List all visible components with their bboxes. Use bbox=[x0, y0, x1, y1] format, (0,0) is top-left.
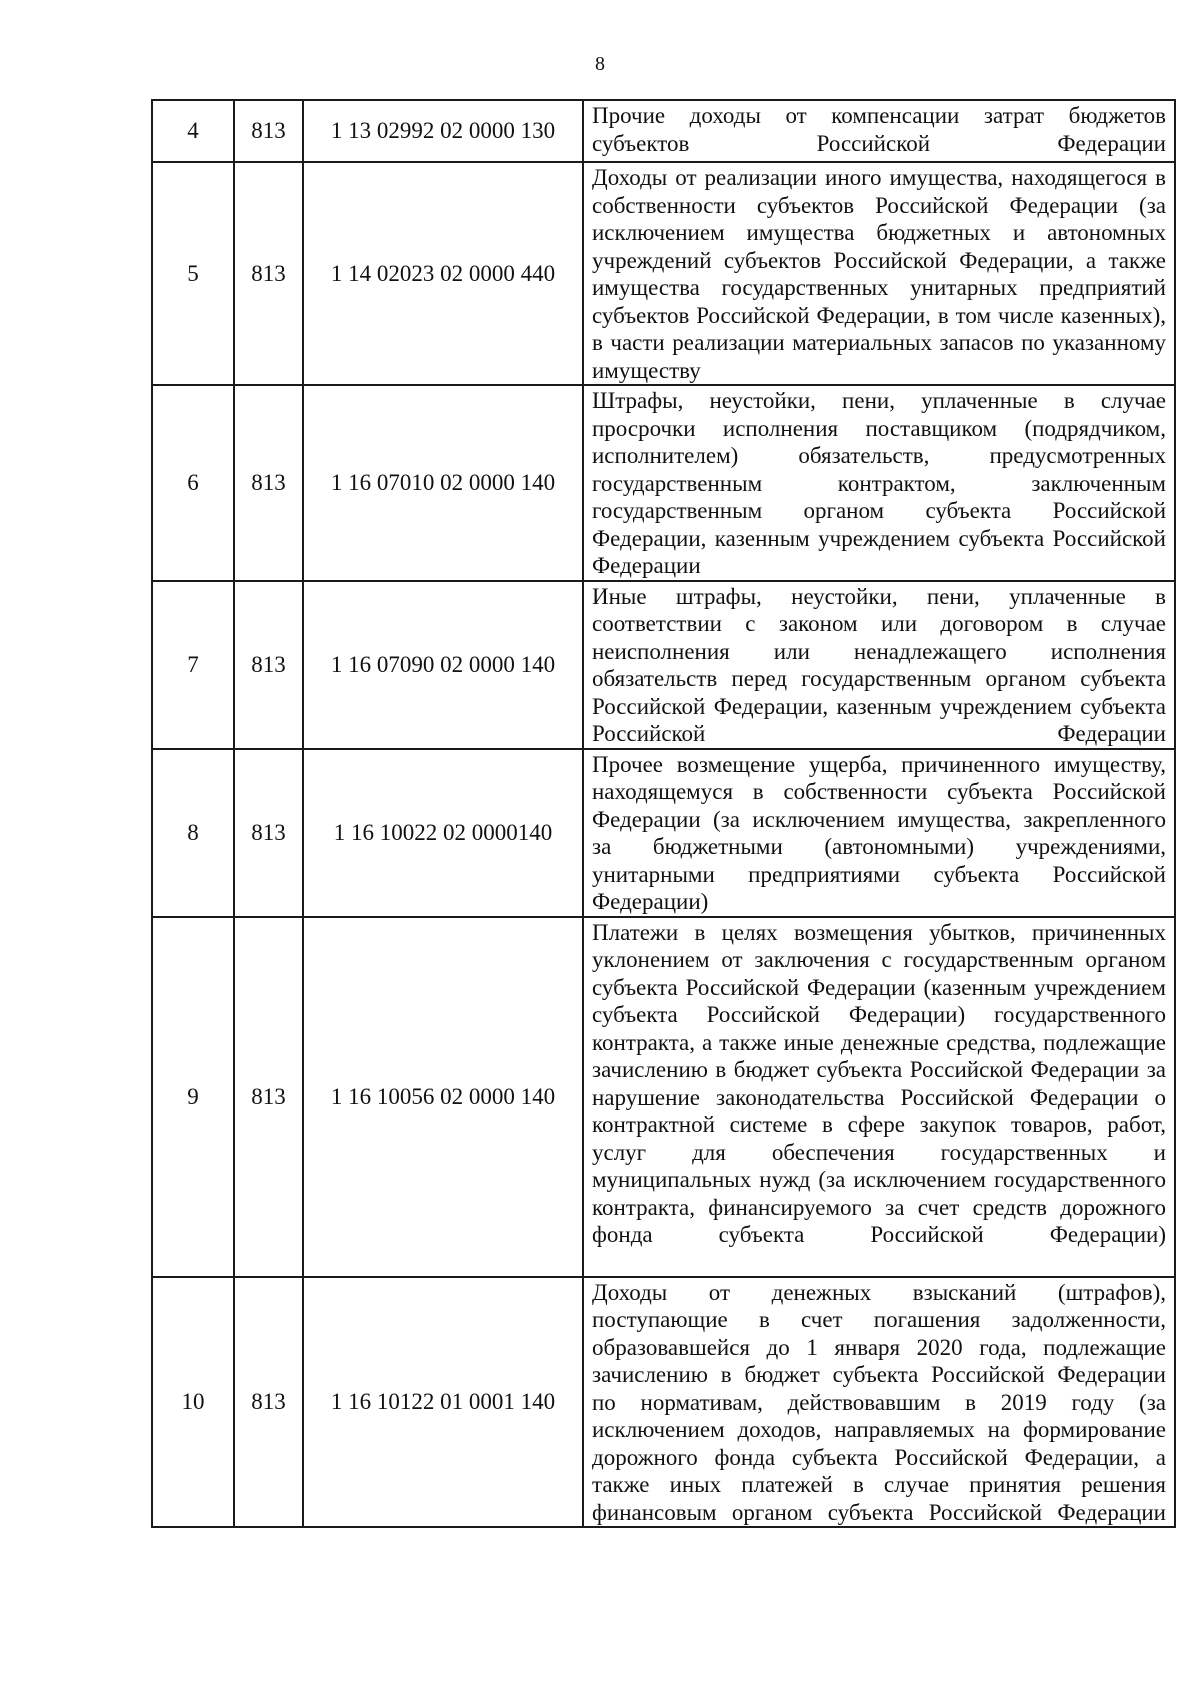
income-description-text: Доходы от реализации иного имущества, находящегося в собственности субъектов Российской Федерации (за исключением имущества бюджетных и автономных учреждений субъектов Российской Федерации, а также имущества государственных унитарных предприятий субъектов Российской Федерации, в том числе казенных), в части реализации материальных запасов по указанному имуществу bbox=[592, 165, 1166, 383]
table-row bbox=[152, 581, 1175, 749]
administrator-code: 813 bbox=[234, 385, 303, 581]
revenue-codes-table bbox=[151, 99, 1176, 1528]
row-number: 6 bbox=[152, 385, 234, 581]
administrator-code: 813 bbox=[234, 162, 303, 385]
row-number: 9 bbox=[152, 917, 234, 1277]
administrator-code: 813 bbox=[234, 749, 303, 917]
administrator-code: 813 bbox=[234, 100, 303, 162]
income-description bbox=[583, 1277, 1175, 1528]
table-row bbox=[152, 917, 1175, 1277]
page-number: 8 bbox=[595, 53, 605, 75]
income-description-text: Иные штрафы, неустойки, пени, уплаченные в соответствии с законом или договором в случае неисполнения или ненадлежащего исполнения обязательств перед государственным органом субъекта Российской Федерации, казенным учреждением субъекта Российской Федерации bbox=[592, 583, 1166, 746]
row-number: 5 bbox=[152, 162, 234, 385]
income-description bbox=[583, 917, 1175, 1277]
income-description-text: Доходы от денежных взысканий (штрафов), поступающие в счет погашения задолженности, образовавшейся до 1 января 2020 года, подлежащие зачислению в бюджет субъекта Российской Федерации по нормативам, действовавшим в 2019 году (за исключением доходов, направляемых на формирование дорожного фонда субъекта Российской Федерации, а также иных платежей в случае принятия решения финансовым органом субъекта Российской Федерации bbox=[592, 1279, 1166, 1525]
income-description-text: Прочие доходы от компенсации затрат бюджетов субъектов Российской Федерации bbox=[592, 103, 1166, 156]
table-row bbox=[152, 1277, 1175, 1528]
administrator-code: 813 bbox=[234, 581, 303, 749]
table-row bbox=[152, 100, 1175, 162]
administrator-code: 813 bbox=[234, 1277, 303, 1528]
income-description-text: Платежи в целях возмещения убытков, причиненных уклонением от заключения с государственным органом субъекта Российской Федерации (казенным учреждением субъекта Российской Федерации) государственного контракта, а также иные денежные средства, подлежащие зачислению в бюджет субъекта Российской Федерации за нарушение законодательства Российской Федерации о контрактной системе в сфере закупок товаров, работ, услуг для обеспечения государственных и муниципальных нужд (за исключением государственного контракта, финансируемого за счет средств дорожного фонда субъекта Российской Федерации) bbox=[592, 919, 1166, 1247]
income-description bbox=[583, 162, 1175, 385]
income-description bbox=[583, 385, 1175, 581]
income-description bbox=[583, 749, 1175, 917]
budget-classification-code: 1 16 10022 02 0000140 bbox=[303, 749, 583, 917]
budget-classification-code: 1 16 07010 02 0000 140 bbox=[303, 385, 583, 581]
budget-classification-code: 1 16 07090 02 0000 140 bbox=[303, 581, 583, 749]
row-number: 8 bbox=[152, 749, 234, 917]
row-number: 4 bbox=[152, 100, 234, 162]
row-number: 7 bbox=[152, 581, 234, 749]
table-row bbox=[152, 749, 1175, 917]
row-number: 10 bbox=[152, 1277, 234, 1528]
budget-classification-code: 1 16 10056 02 0000 140 bbox=[303, 917, 583, 1277]
administrator-code: 813 bbox=[234, 917, 303, 1277]
income-description-text: Прочее возмещение ущерба, причиненного имуществу, находящемуся в собственности субъекта Российской Федерации (за исключением имущества, закрепленного за бюджетными (автономными) учреждениями, унитарными предприятиями субъекта Российской Федерации) bbox=[592, 751, 1166, 914]
table-row bbox=[152, 385, 1175, 581]
income-description bbox=[583, 581, 1175, 749]
table-row bbox=[152, 162, 1175, 385]
income-description bbox=[583, 100, 1175, 162]
income-description-text: Штрафы, неустойки, пени, уплаченные в случае просрочки исполнения поставщиком (подрядчиком, исполнителем) обязательств, предусмотренных государственным контрактом, заключенным государственным органом субъекта Российской Федерации, казенным учреждением субъекта Российской Федерации bbox=[592, 388, 1166, 578]
budget-classification-code: 1 13 02992 02 0000 130 bbox=[303, 100, 583, 162]
budget-classification-code: 1 16 10122 01 0001 140 bbox=[303, 1277, 583, 1528]
budget-classification-code: 1 14 02023 02 0000 440 bbox=[303, 162, 583, 385]
